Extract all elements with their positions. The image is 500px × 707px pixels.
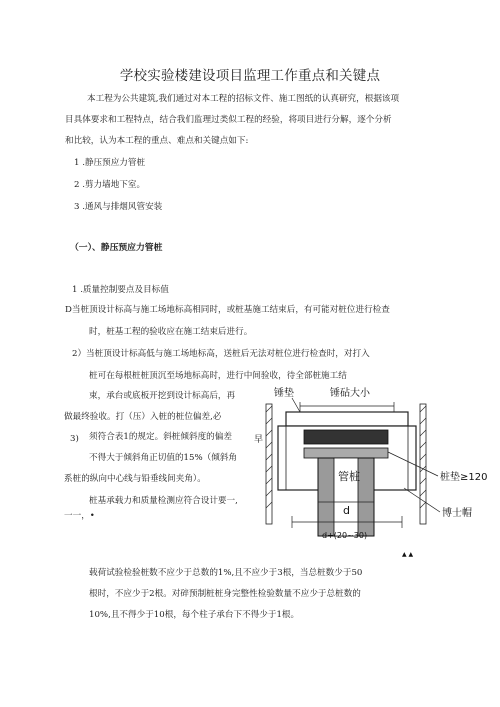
subsection-heading: 1 .质量控制要点及目标值	[72, 285, 169, 295]
section-heading: （一）、静压预应力管桩	[70, 243, 163, 253]
label-cap: 博士帽	[442, 508, 472, 519]
pile-pad	[304, 448, 388, 458]
body-line-7: 须符合表1的规定。斜桩倾斜度的偏差	[89, 432, 232, 442]
hammer-anvil	[286, 412, 408, 426]
body-line-13: 根时，不应少于2根。对碎预制桩桩身完整性检验数量不应少于总桩数的	[89, 589, 361, 599]
label-small-marks: ▲ ▲	[402, 551, 414, 558]
label-hammer-pad: 锤垫	[274, 388, 294, 399]
label-dim-h: 早	[254, 435, 264, 445]
body-line-12: 载荷试验检验桩数不应少于总数的1%,且不应少于3根，当总桩数少于50	[89, 568, 363, 578]
label-pile: 管桩	[338, 470, 360, 483]
intro-line-1: 本工程为公共建筑,我们通过对本工程的招标文件、施工图纸的认真研究，根据该项	[87, 94, 400, 104]
body-line-7-marker: 3)	[70, 434, 79, 444]
body-line-8: 不得大于倾斜角正切值的15%（倾斜角	[89, 453, 238, 463]
hammer-pad	[304, 430, 388, 444]
label-pile-pad: 桩垫≥120	[440, 472, 488, 483]
intro-line-3: 和比较，认为本工程的重点、难点和关键点如下:	[65, 136, 249, 146]
body-line-4: 桩可在每根桩桩顶沉至场地标高时，进行中间验收，待全部桩施工结	[89, 371, 347, 381]
body-line-6: 做最终验收。打（压）入桩的桩位偏差,必	[64, 412, 222, 422]
body-line-5: 束，承台或底板开挖到设计标高后，再	[89, 391, 236, 401]
body-line-9: 系桩的纵向中心线与铅垂线间夹角）。	[64, 474, 206, 484]
body-line-3: 2）当桩顶设计标高低与施工场地标高，送桩后无法对桩位进行检查时，对打入	[72, 349, 370, 359]
label-d: d	[343, 504, 350, 517]
key-point-1: 1 .静压预应力管桩	[74, 158, 146, 168]
left-hatch	[266, 404, 272, 524]
intro-line-2: 目具体要求和工程特点，结合我们监理过类似工程的经验，将项目进行分解，逐个分析	[65, 115, 392, 125]
key-point-2: 2 .剪力墙地下室。	[74, 180, 146, 190]
body-line-1: D当桩顶设计标高与施工场地标高相同时，或桩基施工结束后，有可能对桩位进行检查	[65, 305, 390, 315]
body-line-14: 10%,且不得少于10根，每个柱子承台下不得少于1根。	[89, 610, 300, 620]
body-line-10: 桩基承载力和质量检测应符合设计要一,	[89, 496, 238, 506]
page-title: 学校实验楼建设项目监理工作重点和关键点	[119, 68, 381, 84]
label-hammer-size: 锤砧大小	[330, 388, 370, 399]
right-hatch	[420, 404, 426, 524]
key-point-3: 3 .通风与排烟风管安装	[74, 202, 163, 212]
body-line-2: 时，桩基工程的验收应在施工结束后进行。	[89, 327, 253, 337]
label-d-range: d+(20~30)	[322, 531, 368, 540]
pile-cap-diagram	[252, 384, 492, 559]
body-line-11: 一一，•	[64, 511, 95, 521]
